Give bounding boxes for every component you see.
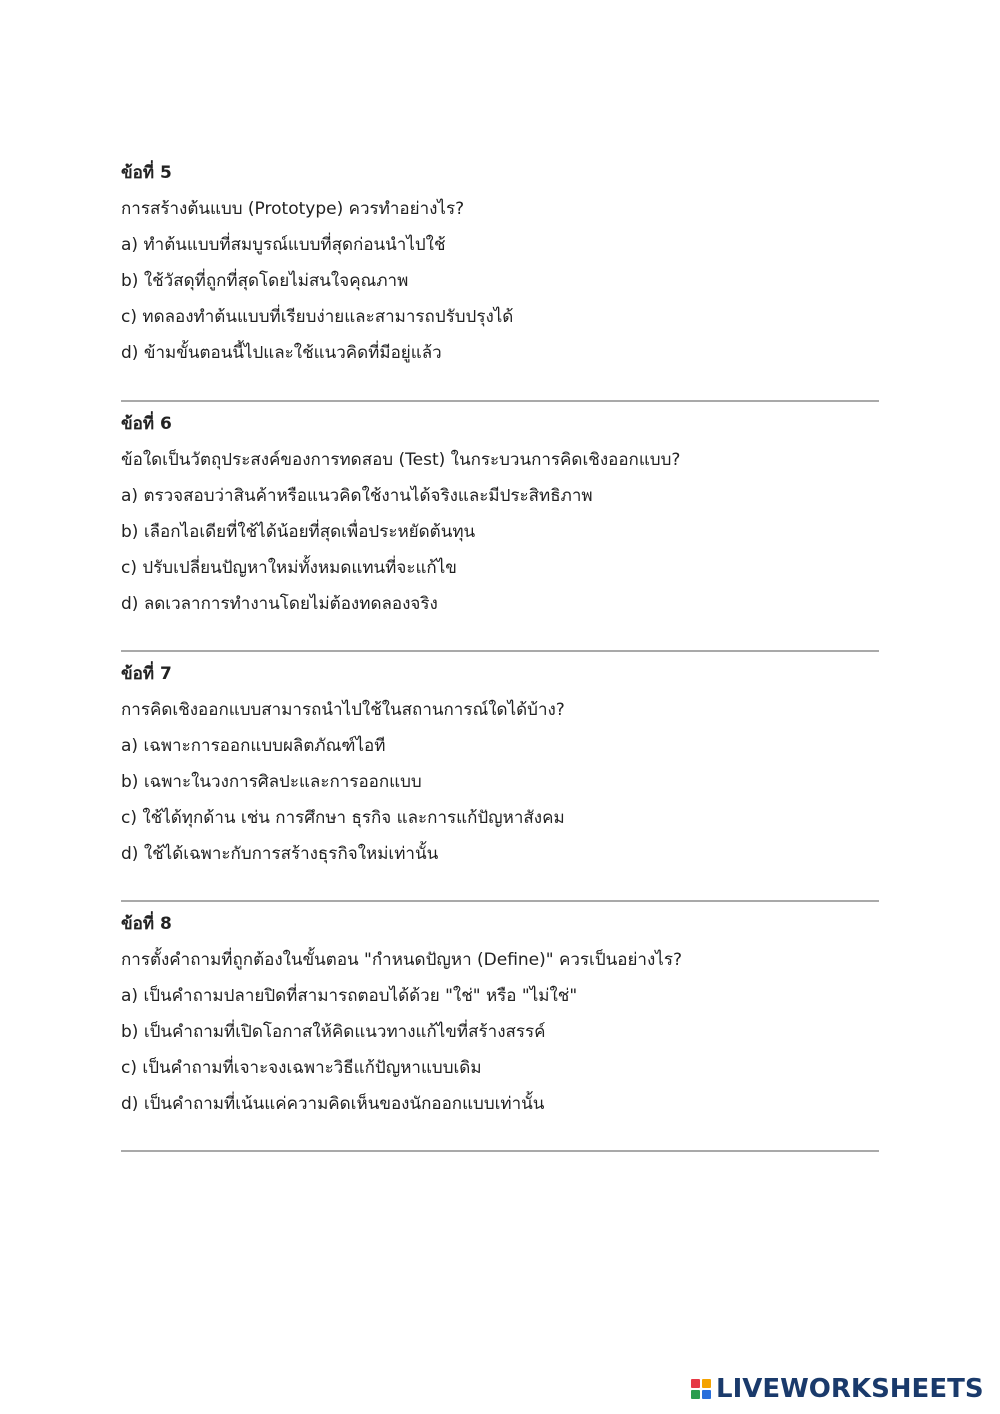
answer-option[interactable]: b) เฉพาะในวงการศิลปะและการออกแบบ — [121, 772, 422, 792]
answer-option[interactable]: c) ใช้ได้ทุกด้าน เช่น การศึกษา ธุรกิจ และการแก้ปัญหาสังคม — [121, 808, 565, 828]
question-number: ข้อที่ 8 — [121, 914, 172, 934]
answer-option[interactable]: b) เป็นคำถามที่เปิดโอกาสให้คิดแนวทางแก้ไขที่สร้างสรรค์ — [121, 1022, 546, 1042]
question-block — [121, 906, 879, 1122]
answer-option[interactable]: d) ลดเวลาการทำงานโดยไม่ต้องทดลองจริง — [121, 594, 438, 614]
question-text: การสร้างต้นแบบ (Prototype) ควรทำอย่างไร? — [121, 199, 465, 219]
liveworksheets-logo-icon — [691, 1379, 711, 1399]
question-block — [121, 656, 879, 872]
question-block — [121, 155, 879, 371]
answer-option[interactable]: d) ข้ามขั้นตอนนี้ไปและใช้แนวคิดที่มีอยู่แล้ว — [121, 343, 442, 363]
divider — [121, 400, 879, 402]
question-number: ข้อที่ 5 — [121, 163, 172, 183]
brand-name: LIVEWORKSHEETS — [716, 1374, 984, 1404]
answer-option[interactable]: a) ทำต้นแบบที่สมบูรณ์แบบที่สุดก่อนนำไปใช้ — [121, 235, 446, 255]
answer-option[interactable]: d) เป็นคำถามที่เน้นแค่ความคิดเห็นของนักออกแบบเท่านั้น — [121, 1094, 545, 1114]
answer-option[interactable]: c) เป็นคำถามที่เจาะจงเฉพาะวิธีแก้ปัญหาแบบเดิม — [121, 1058, 482, 1078]
question-text: ข้อใดเป็นวัตถุประสงค์ของการทดสอบ (Test) ในกระบวนการคิดเชิงออกแบบ? — [121, 450, 681, 470]
answer-option[interactable]: c) ทดลองทำต้นแบบที่เรียบง่ายและสามารถปรับปรุงได้ — [121, 307, 514, 327]
answer-option[interactable]: d) ใช้ได้เฉพาะกับการสร้างธุรกิจใหม่เท่านั้น — [121, 844, 439, 864]
question-number: ข้อที่ 6 — [121, 414, 172, 434]
question-text: การตั้งคำถามที่ถูกต้องในขั้นตอน "กำหนดปัญหา (Define)" ควรเป็นอย่างไร? — [121, 950, 682, 970]
answer-option[interactable]: a) เป็นคำถามปลายปิดที่สามารถตอบได้ด้วย "ใช่" หรือ "ไม่ใช่" — [121, 986, 578, 1006]
answer-option[interactable]: a) ตรวจสอบว่าสินค้าหรือแนวคิดใช้งานได้จริงและมีประสิทธิภาพ — [121, 486, 593, 506]
question-block — [121, 406, 879, 622]
answer-option[interactable]: b) ใช้วัสดุที่ถูกที่สุดโดยไม่สนใจคุณภาพ — [121, 271, 409, 291]
question-text: การคิดเชิงออกแบบสามารถนำไปใช้ในสถานการณ์ใดได้บ้าง? — [121, 700, 565, 720]
answer-option[interactable]: b) เลือกไอเดียที่ใช้ได้น้อยที่สุดเพื่อประหยัดต้นทุน — [121, 522, 476, 542]
divider — [121, 1150, 879, 1152]
answer-option[interactable]: a) เฉพาะการออกแบบผลิตภัณฑ์ไอที — [121, 736, 386, 756]
divider — [121, 650, 879, 652]
logo-square-icon — [691, 1379, 700, 1388]
liveworksheets-logo — [691, 1374, 984, 1404]
logo-square-icon — [702, 1379, 711, 1388]
question-number: ข้อที่ 7 — [121, 664, 172, 684]
answer-option[interactable]: c) ปรับเปลี่ยนปัญหาใหม่ทั้งหมดแทนที่จะแก้ไข — [121, 558, 457, 578]
logo-square-icon — [702, 1390, 711, 1399]
logo-square-icon — [691, 1390, 700, 1399]
divider — [121, 900, 879, 902]
